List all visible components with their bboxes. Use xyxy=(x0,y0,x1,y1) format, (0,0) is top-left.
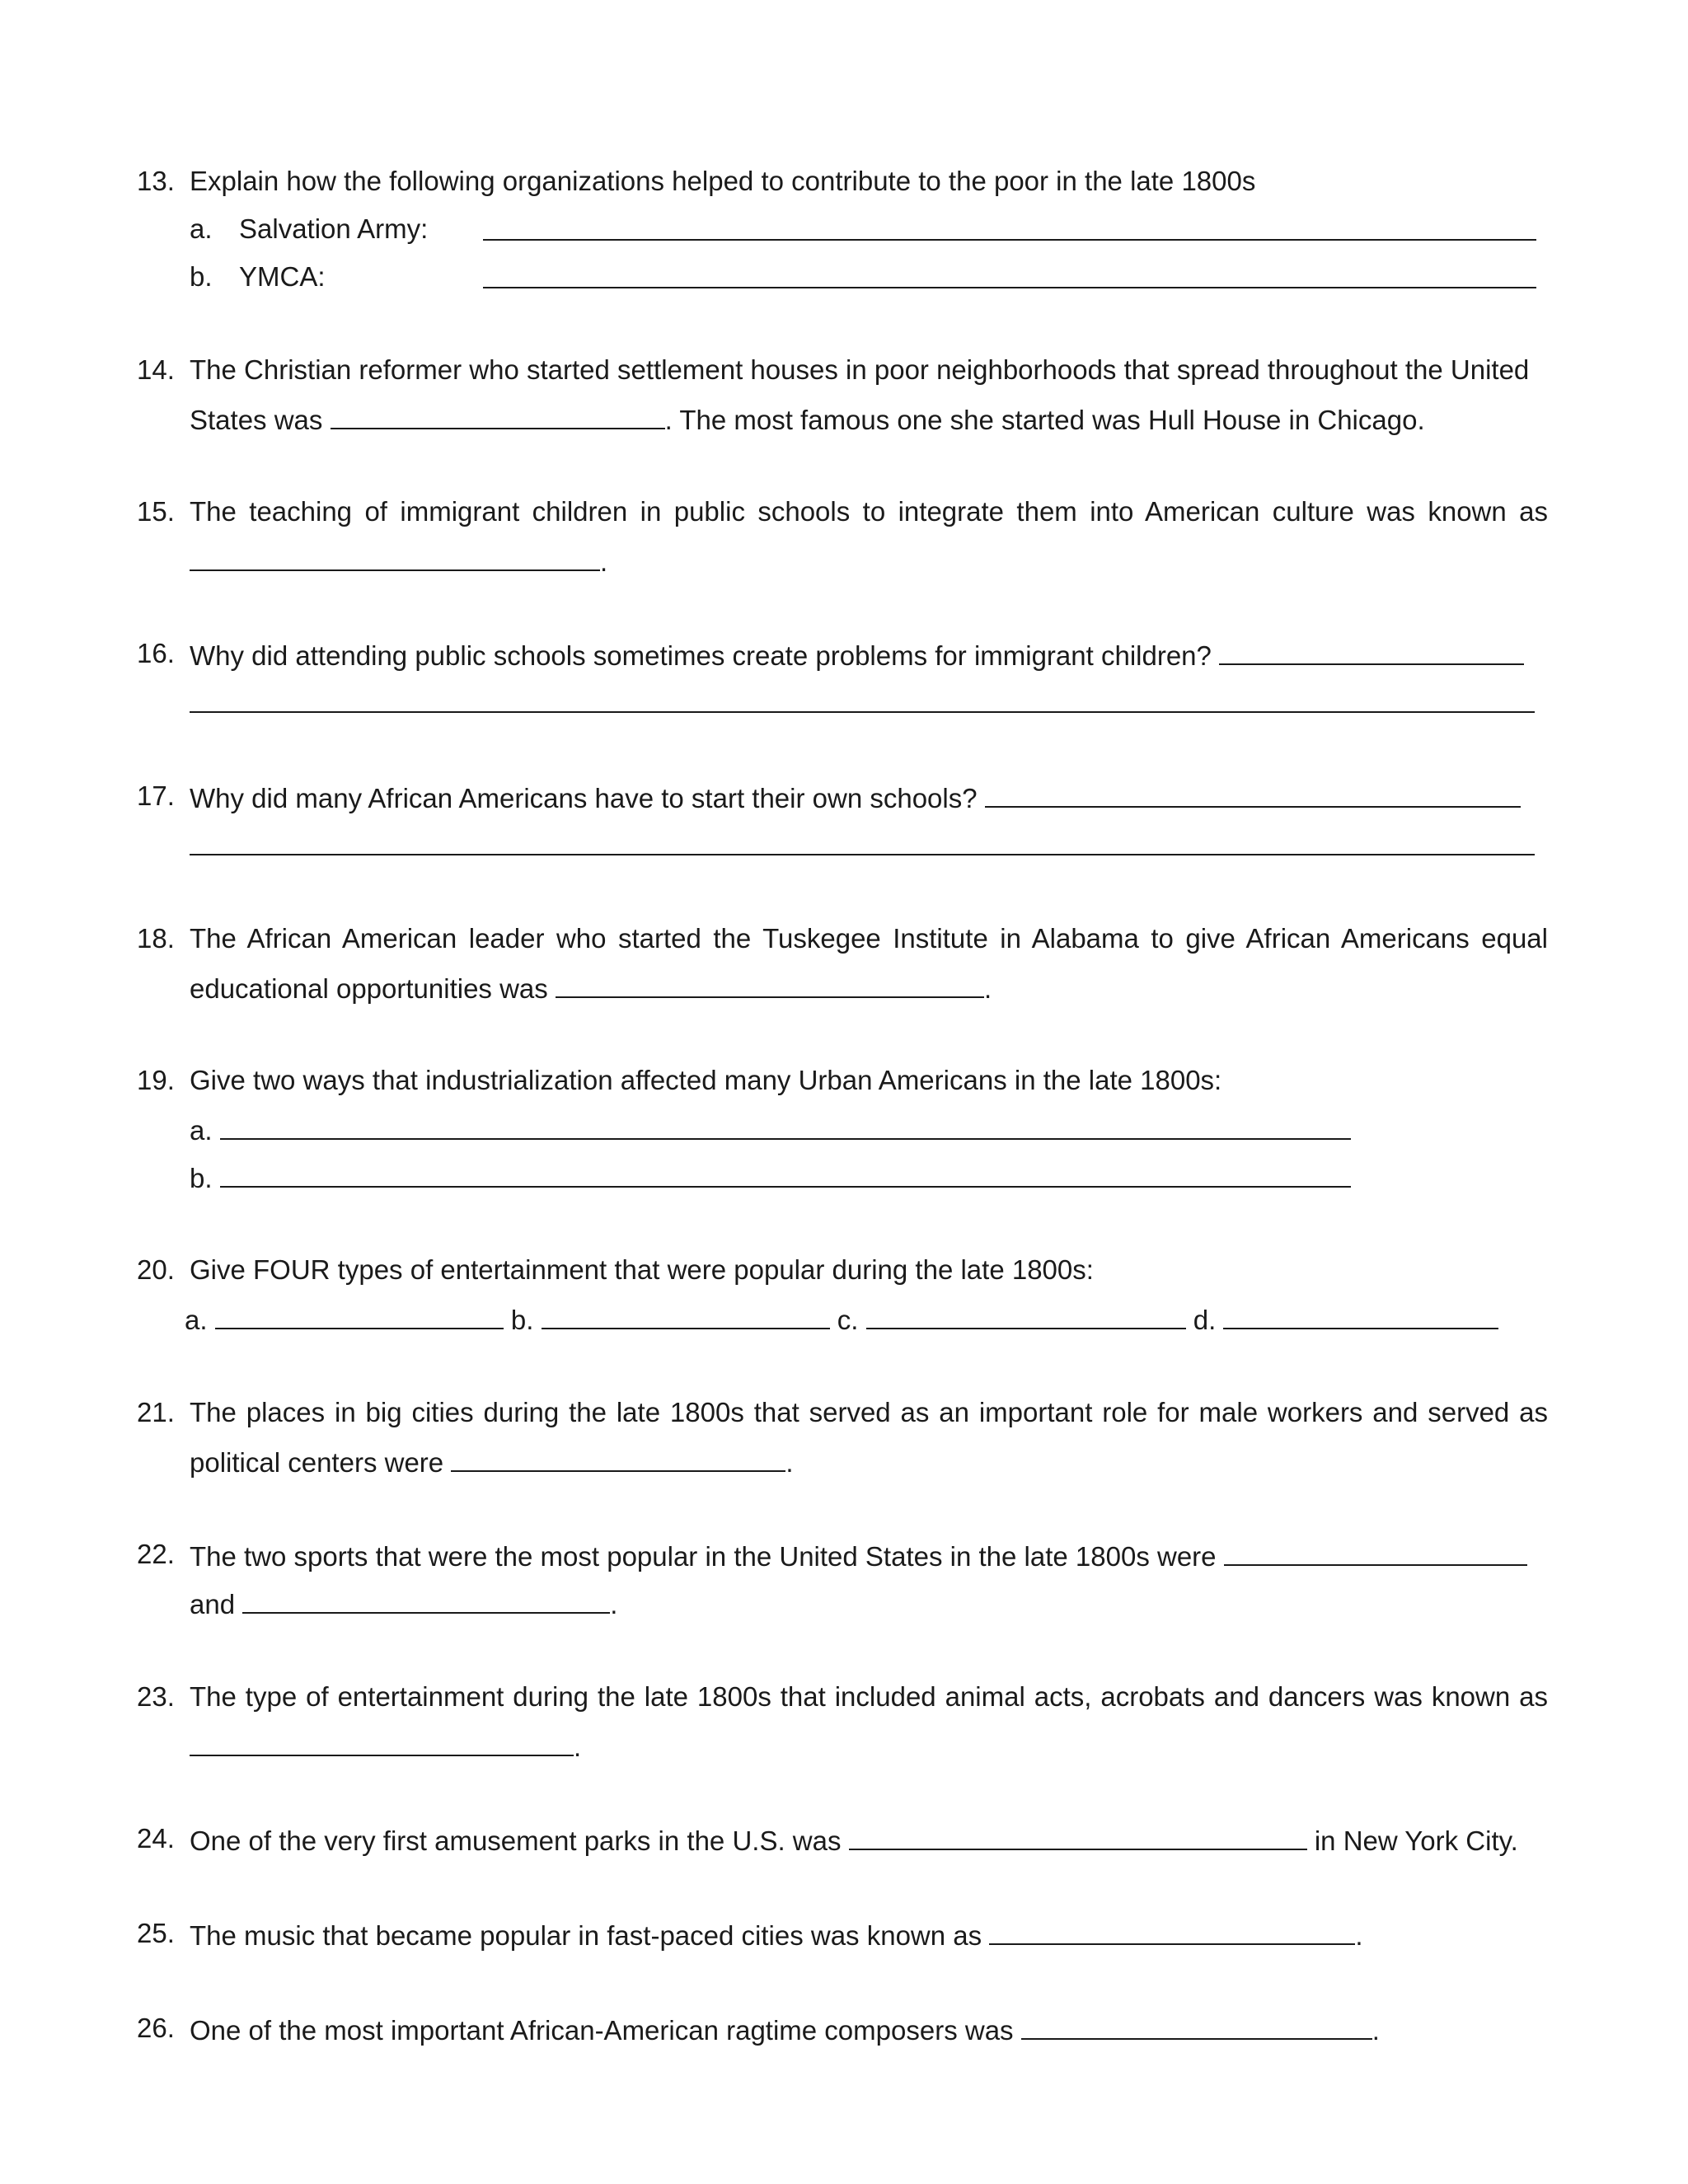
answer-row-a xyxy=(190,213,1548,260)
answer-row xyxy=(185,1301,1548,1349)
answer-blank[interactable] xyxy=(451,1444,785,1472)
answer-blank[interactable] xyxy=(556,970,984,998)
question-number: 26. xyxy=(137,2013,175,2043)
question-number: 20. xyxy=(137,1254,175,1285)
question-number: 13. xyxy=(137,166,175,196)
answer-blank[interactable] xyxy=(220,1160,1351,1188)
punctuation: . xyxy=(574,1732,582,1762)
punctuation: . xyxy=(600,546,608,577)
question-number: 18. xyxy=(137,923,175,954)
question-number: 22. xyxy=(137,1539,175,1569)
question-number: 17. xyxy=(137,780,175,811)
answer-blank[interactable] xyxy=(989,1917,1355,1945)
question-text: Why did many African Americans have to start their own schools? xyxy=(190,783,978,813)
question-text-line2 xyxy=(190,1586,1548,1633)
question-text: and xyxy=(190,1589,236,1619)
question-number: 19. xyxy=(137,1065,175,1095)
question-text-line1 xyxy=(190,2012,1548,2060)
question-text: The teaching of immigrant children in public schools to integrate them into American culture was known as xyxy=(190,496,1548,527)
question-text: Give FOUR types of entertainment that were popular during the late 1800s: xyxy=(190,1254,1094,1285)
answer-line xyxy=(190,543,1548,591)
answer-blank[interactable] xyxy=(849,1822,1307,1850)
punctuation: . xyxy=(785,1447,794,1478)
question-text-line2 xyxy=(190,1444,1548,1492)
question-text: Explain how the following organizations helped to contribute to the poor in the late 1800s xyxy=(190,166,1256,196)
answer-row-b xyxy=(190,1160,1548,1207)
question-text-line2 xyxy=(190,970,1548,1018)
answer-blank[interactable] xyxy=(190,1728,574,1756)
question-text: educational opportunities was xyxy=(190,973,548,1004)
item-marker: d. xyxy=(1193,1305,1217,1335)
question-number: 16. xyxy=(137,638,175,668)
item-marker: b. xyxy=(190,1163,213,1193)
question-text: political centers were xyxy=(190,1447,444,1478)
question-text: The Christian reformer who started settlement houses in poor neighborhoods that spread throughout the United xyxy=(190,354,1530,385)
answer-blank[interactable] xyxy=(1224,1538,1527,1566)
answer-blank[interactable] xyxy=(985,780,1521,808)
answer-blank[interactable] xyxy=(483,213,1536,241)
answer-row-b xyxy=(190,260,1548,308)
punctuation: . xyxy=(610,1589,618,1619)
answer-blank[interactable] xyxy=(190,543,600,571)
question-text: . The most famous one she started was Hull House in Chicago. xyxy=(664,405,1425,435)
question-text-line1 xyxy=(190,637,1548,685)
answer-blank[interactable] xyxy=(866,1301,1186,1329)
answer-line xyxy=(190,1728,1548,1776)
answer-blank[interactable] xyxy=(215,1301,504,1329)
item-label: Salvation Army: xyxy=(239,213,429,244)
question-text-line1 xyxy=(190,1822,1548,1870)
answer-blank[interactable] xyxy=(542,1301,830,1329)
item-marker: b. xyxy=(190,261,213,292)
item-marker: a. xyxy=(190,213,213,244)
answer-blank[interactable] xyxy=(242,1586,610,1614)
item-marker: a. xyxy=(185,1305,208,1335)
question-text-line1 xyxy=(190,1538,1548,1586)
punctuation: . xyxy=(983,973,992,1004)
question-text: States was xyxy=(190,405,323,435)
question-text: One of the most important African-American ragtime composers was xyxy=(190,2015,1014,2046)
question-text: The music that became popular in fast-paced cities was known as xyxy=(190,1920,982,1951)
question-text: The places in big cities during the late 1800s that served as an important role for male workers and served as xyxy=(190,1397,1548,1427)
answer-row-a xyxy=(190,1112,1548,1160)
question-text: One of the very first amusement parks in the U.S. was xyxy=(190,1825,842,1856)
answer-line xyxy=(190,685,1548,733)
item-marker: b. xyxy=(510,1305,534,1335)
question-text: The African American leader who started the Tuskegee Institute in Alabama to give African Americans equal xyxy=(190,923,1548,954)
answer-blank[interactable] xyxy=(331,401,665,429)
answer-blank[interactable] xyxy=(1223,1301,1498,1329)
answer-line xyxy=(190,827,1548,875)
question-text-line1 xyxy=(190,780,1548,827)
answer-blank[interactable] xyxy=(483,260,1536,288)
punctuation: . xyxy=(1355,1920,1363,1951)
item-marker: a. xyxy=(190,1115,213,1146)
question-text: Why did attending public schools sometimes create problems for immigrant children? xyxy=(190,640,1212,671)
item-label: YMCA: xyxy=(239,261,326,292)
answer-blank[interactable] xyxy=(190,685,1535,713)
question-number: 21. xyxy=(137,1397,175,1427)
question-text-line1 xyxy=(190,1917,1548,1965)
question-text: in New York City. xyxy=(1314,1825,1518,1856)
question-number: 14. xyxy=(137,354,175,385)
question-number: 24. xyxy=(137,1823,175,1854)
answer-blank[interactable] xyxy=(1021,2012,1372,2040)
question-text: The two sports that were the most popular in the United States in the late 1800s were xyxy=(190,1541,1217,1572)
question-number: 15. xyxy=(137,496,175,527)
item-marker: c. xyxy=(837,1305,859,1335)
question-text-line2 xyxy=(190,401,1548,449)
question-number: 23. xyxy=(137,1681,175,1712)
answer-blank[interactable] xyxy=(1219,637,1524,665)
answer-blank[interactable] xyxy=(190,827,1535,855)
answer-blank[interactable] xyxy=(220,1112,1351,1140)
question-number: 25. xyxy=(137,1918,175,1948)
punctuation: . xyxy=(1372,2015,1380,2046)
question-text: The type of entertainment during the late 1800s that included animal acts, acrobats and dancers was known as xyxy=(190,1681,1548,1712)
question-text: Give two ways that industrialization affected many Urban Americans in the late 1800s: xyxy=(190,1065,1222,1095)
